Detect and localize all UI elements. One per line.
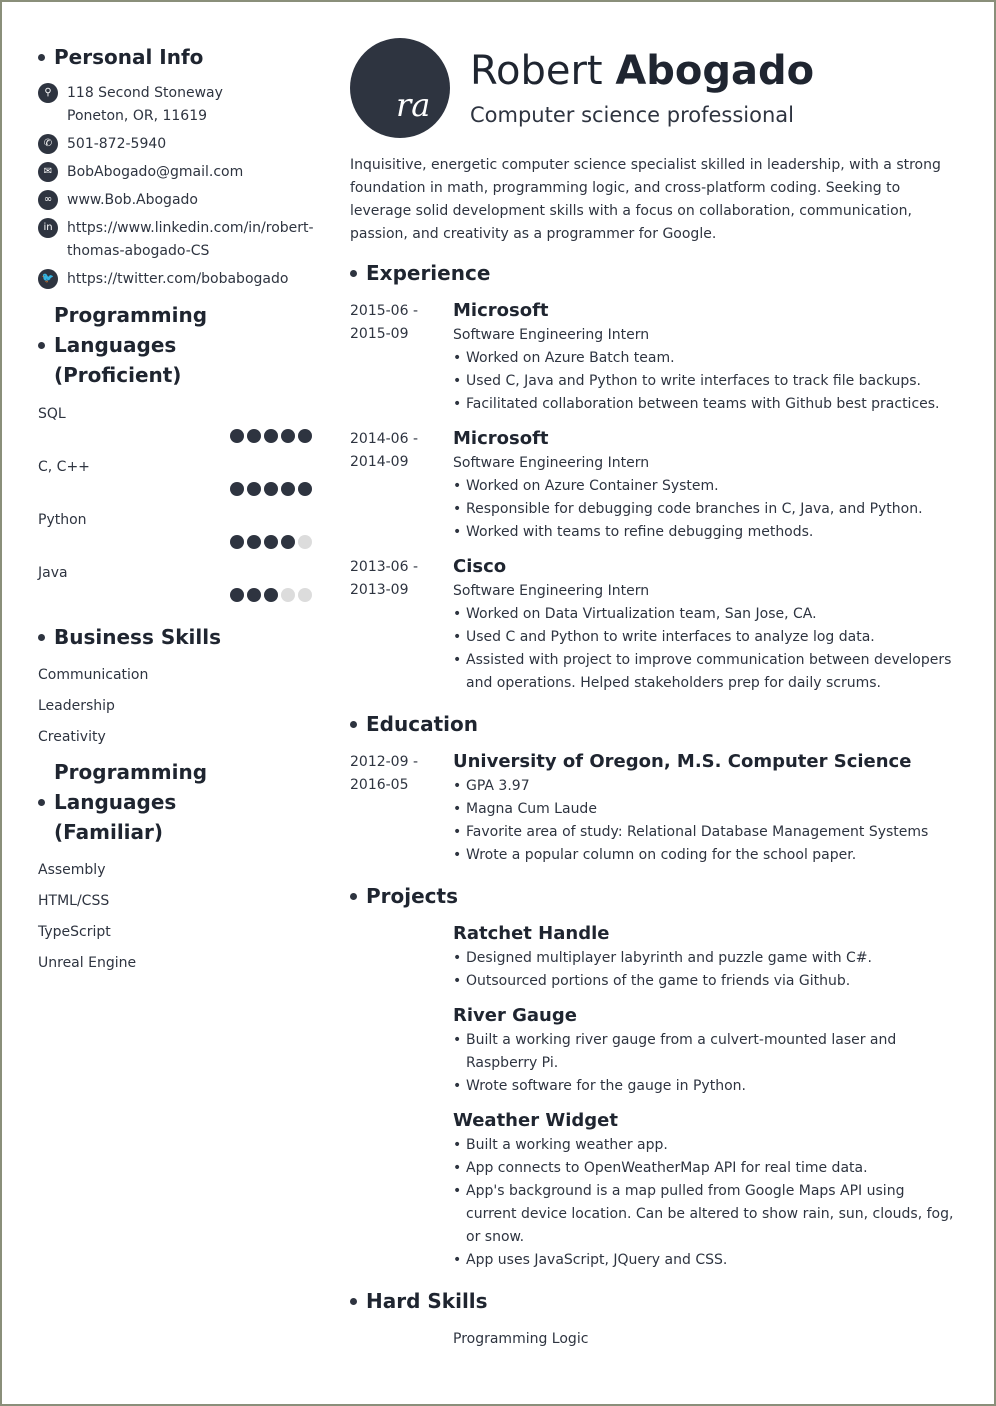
entry-body bbox=[453, 554, 955, 695]
date-end: 2015-09 bbox=[350, 326, 409, 342]
skill-name: Python bbox=[38, 512, 87, 528]
business-skills-title: Business Skills bbox=[54, 625, 221, 649]
contact-text-line: 118 Second Stoneway bbox=[67, 85, 223, 101]
prog-familiar-title-line1: Programming Languages bbox=[54, 760, 208, 814]
bullet-item: • Worked on Azure Batch team. bbox=[453, 347, 955, 370]
bullet-list bbox=[453, 603, 955, 695]
contact-text-line: thomas-abogado-CS bbox=[67, 243, 210, 259]
bullet-item: • App connects to OpenWeatherMap API for real time data. bbox=[453, 1157, 955, 1180]
first-name: Robert bbox=[470, 48, 603, 94]
contact-text-line: https://www.linkedin.com/in/robert- bbox=[67, 220, 314, 236]
rating-dot-filled bbox=[281, 482, 295, 496]
education-heading bbox=[350, 709, 955, 739]
link-icon: ∞ bbox=[38, 190, 58, 210]
job-role: Software Engineering Intern bbox=[453, 455, 650, 471]
bullet-dot bbox=[38, 54, 45, 61]
projects-list bbox=[350, 921, 955, 1272]
bullet-item: • Worked on Azure Container System. bbox=[453, 475, 955, 498]
prog-proficient-title bbox=[54, 300, 328, 390]
company-name: Microsoft bbox=[453, 428, 549, 449]
rating-dot-filled bbox=[247, 535, 261, 549]
bullet-dot bbox=[350, 893, 357, 900]
bullet-item: • App uses JavaScript, JQuery and CSS. bbox=[453, 1249, 955, 1272]
skill-item: Unreal Engine bbox=[38, 955, 137, 971]
rating-dot-filled bbox=[247, 429, 261, 443]
date-range bbox=[350, 554, 453, 695]
rating-dot-filled bbox=[298, 429, 312, 443]
business-skills-heading bbox=[38, 622, 328, 652]
bullet-dot bbox=[38, 342, 45, 349]
project-entry bbox=[350, 921, 955, 993]
bullet-item: • Built a working weather app. bbox=[453, 1134, 955, 1157]
contact-text-line: Poneton, OR, 11619 bbox=[67, 108, 208, 124]
rating-dot-filled bbox=[281, 535, 295, 549]
date-start: 2013-06 - bbox=[350, 559, 418, 575]
experience-entry bbox=[350, 426, 955, 544]
bullet-list bbox=[453, 947, 955, 993]
job-role: Software Engineering Intern bbox=[453, 327, 650, 343]
bullet-dot bbox=[350, 1298, 357, 1305]
experience-entry bbox=[350, 554, 955, 695]
contact-text-line: BobAbogado@gmail.com bbox=[67, 164, 244, 180]
rating-dot-empty bbox=[298, 588, 312, 602]
skill-item bbox=[38, 404, 328, 443]
date-spacer bbox=[350, 1003, 453, 1098]
bullet-item: • Wrote software for the gauge in Python. bbox=[453, 1075, 955, 1098]
school-name: University of Oregon, M.S. Computer Science bbox=[453, 751, 912, 772]
rating-dot-filled bbox=[264, 535, 278, 549]
contact-list bbox=[38, 82, 328, 291]
contact-item bbox=[38, 82, 328, 128]
skill-rating bbox=[38, 482, 328, 496]
date-spacer bbox=[350, 1108, 453, 1272]
project-entry bbox=[350, 1108, 955, 1272]
avatar-initials: ra bbox=[396, 86, 431, 124]
date-end: 2013-09 bbox=[350, 582, 409, 598]
entry-body bbox=[453, 749, 955, 867]
familiar-skill-list bbox=[38, 855, 328, 979]
skill-name: C, C++ bbox=[38, 459, 90, 475]
rating-dot-filled bbox=[298, 482, 312, 496]
business-skill-list bbox=[38, 660, 328, 753]
date-range bbox=[350, 749, 453, 867]
skill-item: Creativity bbox=[38, 729, 106, 745]
skill-item bbox=[38, 457, 328, 496]
contact-item bbox=[38, 268, 328, 291]
experience-entry bbox=[350, 298, 955, 416]
linkedin-icon: in bbox=[38, 218, 58, 238]
candidate-name bbox=[470, 44, 814, 98]
rating-dot-filled bbox=[230, 535, 244, 549]
prog-proficient-title-line2: (Proficient) bbox=[54, 363, 182, 387]
bullet-item: • Designed multiplayer labyrinth and puzzle game with C#. bbox=[453, 947, 955, 970]
prog-familiar-title-line2: (Familiar) bbox=[54, 820, 164, 844]
bullet-item: • Magna Cum Laude bbox=[453, 798, 955, 821]
bullet-item: • Worked on Data Virtualization team, San Jose, CA. bbox=[453, 603, 955, 626]
personal-info-heading bbox=[38, 42, 328, 72]
skill-rating bbox=[38, 535, 328, 549]
bullet-dot bbox=[350, 721, 357, 728]
rating-dot-filled bbox=[230, 588, 244, 602]
contact-text[interactable] bbox=[67, 133, 166, 156]
bullet-item: • Assisted with project to improve communication between developers and operations. Helped stakeholders prep for daily scrums. bbox=[453, 649, 955, 695]
skill-item: TypeScript bbox=[38, 924, 111, 940]
email-icon: ✉ bbox=[38, 162, 58, 182]
entry-body bbox=[453, 921, 955, 993]
proficient-skill-list bbox=[38, 404, 328, 602]
bullet-item: • Outsourced portions of the game to friends via Github. bbox=[453, 970, 955, 993]
contact-text-line: 501-872-5940 bbox=[67, 136, 167, 152]
rating-dot-filled bbox=[247, 588, 261, 602]
contact-text[interactable] bbox=[67, 82, 223, 128]
project-entry bbox=[350, 1003, 955, 1098]
contact-text[interactable] bbox=[67, 217, 314, 263]
hard-skills-heading bbox=[350, 1286, 955, 1316]
rating-dot-filled bbox=[264, 429, 278, 443]
job-role: Software Engineering Intern bbox=[453, 583, 650, 599]
bullet-list bbox=[453, 775, 955, 867]
education-title: Education bbox=[366, 712, 478, 736]
bullet-item: • Wrote a popular column on coding for the school paper. bbox=[453, 844, 955, 867]
entry-body bbox=[453, 1108, 955, 1272]
bullet-item: • Worked with teams to refine debugging methods. bbox=[453, 521, 955, 544]
date-end: 2016-05 bbox=[350, 777, 409, 793]
date-start: 2012-09 - bbox=[350, 754, 418, 770]
bullet-list bbox=[453, 347, 955, 416]
date-spacer bbox=[350, 921, 453, 993]
project-name: Weather Widget bbox=[453, 1110, 618, 1131]
skill-rating bbox=[38, 588, 328, 602]
bullet-list bbox=[453, 1029, 955, 1098]
skill-item bbox=[38, 563, 328, 602]
company-name: Cisco bbox=[453, 556, 507, 577]
skill-item: Communication bbox=[38, 667, 149, 683]
skill-rating bbox=[38, 429, 328, 443]
prog-familiar-title bbox=[54, 757, 328, 847]
skill-item: Leadership bbox=[38, 698, 115, 714]
phone-icon: ✆ bbox=[38, 134, 58, 154]
bullet-dot bbox=[38, 634, 45, 641]
prog-proficient-title-line1: Programming Languages bbox=[54, 303, 208, 357]
left-column bbox=[38, 42, 328, 979]
rating-dot-filled bbox=[264, 588, 278, 602]
skill-name: SQL bbox=[38, 406, 66, 422]
hard-skill-list bbox=[350, 1328, 955, 1351]
projects-title: Projects bbox=[366, 884, 459, 908]
projects-heading bbox=[350, 881, 955, 911]
hard-skills-title: Hard Skills bbox=[366, 1289, 488, 1313]
contact-text[interactable] bbox=[67, 189, 198, 212]
bullet-list bbox=[453, 1134, 955, 1272]
skill-name: Java bbox=[38, 565, 68, 581]
entry-body bbox=[453, 1003, 955, 1098]
date-start: 2015-06 - bbox=[350, 303, 418, 319]
prog-proficient-heading bbox=[38, 300, 328, 390]
project-name: River Gauge bbox=[453, 1005, 577, 1026]
date-end: 2014-09 bbox=[350, 454, 409, 470]
prog-familiar-heading bbox=[38, 757, 328, 847]
contact-item bbox=[38, 161, 328, 184]
contact-item bbox=[38, 189, 328, 212]
bullet-item: • GPA 3.97 bbox=[453, 775, 955, 798]
avatar bbox=[350, 38, 450, 138]
summary: Inquisitive, energetic computer science specialist skilled in leadership, with a strong foundation in math, programming logic, and cross-platform coding. Seeking to leverage solid development skills with a focus on collaboration, communication, passion, and creativity as a programmer for Google. bbox=[350, 157, 941, 242]
date-range bbox=[350, 426, 453, 544]
bullet-list bbox=[453, 475, 955, 544]
bullet-dot bbox=[350, 270, 357, 277]
rating-dot-empty bbox=[281, 588, 295, 602]
bullet-item: • App's background is a map pulled from Google Maps API using current device location. Can be altered to show rain, sun, clouds, fog, or snow. bbox=[453, 1180, 955, 1249]
bullet-item: • Responsible for debugging code branches in C, Java, and Python. bbox=[453, 498, 955, 521]
entry-body bbox=[453, 298, 955, 416]
personal-info-title: Personal Info bbox=[54, 45, 204, 69]
bullet-item: • Built a working river gauge from a culvert-mounted laser and Raspberry Pi. bbox=[453, 1029, 955, 1075]
contact-text[interactable] bbox=[67, 268, 288, 291]
contact-text[interactable] bbox=[67, 161, 243, 184]
location-pin-icon: ⚲ bbox=[38, 83, 58, 103]
rating-dot-filled bbox=[247, 482, 261, 496]
contact-text-line: www.Bob.Abogado bbox=[67, 192, 198, 208]
rating-dot-filled bbox=[230, 429, 244, 443]
hard-skill-item: Programming Logic bbox=[453, 1331, 589, 1347]
right-column bbox=[350, 154, 955, 1351]
entry-body bbox=[453, 426, 955, 544]
company-name: Microsoft bbox=[453, 300, 549, 321]
rating-dot-filled bbox=[281, 429, 295, 443]
date-range bbox=[350, 298, 453, 416]
education-list bbox=[350, 749, 955, 867]
contact-item bbox=[38, 217, 328, 263]
skill-item: HTML/CSS bbox=[38, 893, 110, 909]
last-name: Abogado bbox=[615, 48, 815, 94]
contact-item bbox=[38, 133, 328, 156]
experience-title: Experience bbox=[366, 261, 491, 285]
date-start: 2014-06 - bbox=[350, 431, 418, 447]
skill-item: Assembly bbox=[38, 862, 106, 878]
experience-heading bbox=[350, 258, 955, 288]
bullet-item: • Favorite area of study: Relational Database Management Systems bbox=[453, 821, 955, 844]
bullet-item: • Used C and Python to write interfaces to analyze log data. bbox=[453, 626, 955, 649]
contact-text-line: https://twitter.com/bobabogado bbox=[67, 271, 289, 287]
twitter-icon: 🐦 bbox=[38, 269, 58, 289]
bullet-item: • Facilitated collaboration between teams with Github best practices. bbox=[453, 393, 955, 416]
experience-list bbox=[350, 298, 955, 695]
bullet-dot bbox=[38, 799, 45, 806]
headline: Computer science professional bbox=[470, 103, 795, 127]
bullet-item: • Used C, Java and Python to write interfaces to track file backups. bbox=[453, 370, 955, 393]
skill-item bbox=[38, 510, 328, 549]
project-name: Ratchet Handle bbox=[453, 923, 610, 944]
rating-dot-filled bbox=[264, 482, 278, 496]
education-entry bbox=[350, 749, 955, 867]
rating-dot-filled bbox=[230, 482, 244, 496]
rating-dot-empty bbox=[298, 535, 312, 549]
